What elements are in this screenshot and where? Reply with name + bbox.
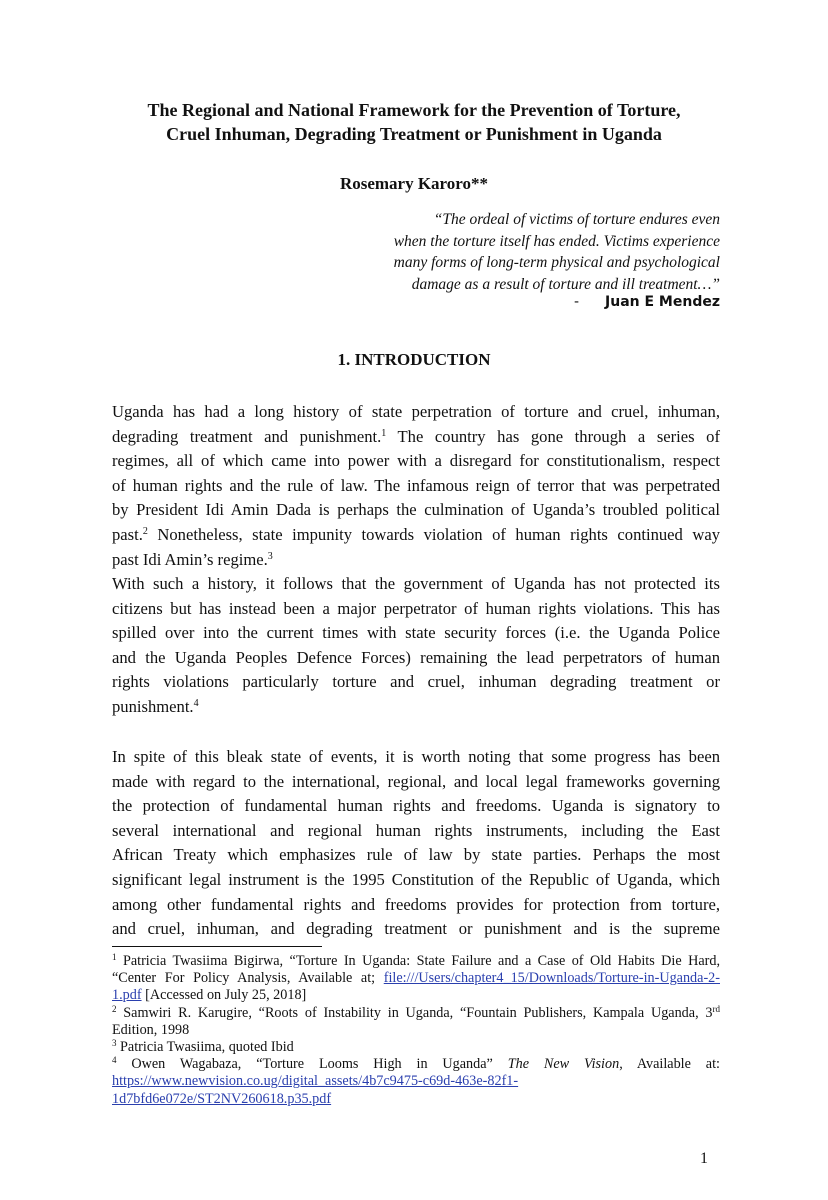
text-line xyxy=(112,572,720,597)
epigraph-attribution xyxy=(574,294,720,310)
text-line xyxy=(112,646,720,671)
text-run: made with regard to the international, regional, and local legal frameworks governing xyxy=(112,771,720,791)
text-line xyxy=(112,970,720,987)
section-heading: 1. INTRODUCTION xyxy=(337,350,491,369)
text-run: and cruel, inhuman, and degrading treatment or punishment and is the supreme xyxy=(112,919,720,939)
text-line xyxy=(112,1056,720,1073)
text-line xyxy=(112,893,720,918)
text-line xyxy=(112,1005,720,1022)
epigraph-line: “The ordeal of victims of torture endures even xyxy=(433,211,720,228)
title-line: Cruel Inhuman, Degrading Treatment or Punishment in Uganda xyxy=(166,124,662,144)
text-run: The country has gone through a series of xyxy=(386,426,720,446)
document-title xyxy=(60,98,768,146)
text-line xyxy=(112,1073,720,1090)
text-line xyxy=(112,770,720,795)
text-run: spilled over into the current times with state security forces (i.e. the Uganda Police xyxy=(112,623,720,643)
text-line xyxy=(112,670,720,695)
paragraph xyxy=(112,572,720,720)
text-line xyxy=(112,917,720,942)
text-run: and the Uganda Peoples Defence Forces) remaining the lead perpetrators of human xyxy=(112,647,720,667)
text-run: degrading treatment and punishment. xyxy=(112,426,382,446)
text-line xyxy=(112,1039,720,1056)
footnotes xyxy=(112,953,720,1108)
text-run: by President Idi Amin Dada is perhaps the culmination of Uganda’s troubled political xyxy=(112,500,720,520)
footnote-ref: 1 xyxy=(112,952,117,962)
text-run: With such a history, it follows that the government of Uganda has not protected its xyxy=(112,574,720,593)
footnote-ref: 2 xyxy=(142,525,148,537)
epigraph xyxy=(394,209,720,295)
epigraph-line: when the torture itself has ended. Victims experience xyxy=(393,232,720,250)
text-line xyxy=(112,745,720,770)
text-run: Patricia Twasiima Bigirwa, “Torture In Uganda: State Failure and a Case of Old Habits Die Hard, xyxy=(116,953,720,969)
text-line xyxy=(112,794,720,819)
text-run: citizens but has instead been a major perpetrator of human rights violations. This has xyxy=(112,598,720,618)
footnote-link[interactable]: file:///Users/chapter4_15/Downloads/Torture-in-Uganda-2- xyxy=(383,970,720,987)
text-run: Uganda has had a long history of state perpetration of torture and cruel, inhuman, xyxy=(112,402,720,421)
footnote-ref: 2 xyxy=(112,1003,117,1014)
footnote-ref: rd xyxy=(712,1003,720,1014)
footnote-link[interactable]: 1d7bfd6e072e/ST2NV260618.p35.pdf xyxy=(112,1090,332,1107)
text-line xyxy=(112,1091,720,1108)
text-line xyxy=(112,695,720,720)
text-run: Edition, 1998 xyxy=(112,1021,190,1038)
text-line xyxy=(112,843,720,868)
text-run: Samwiri R. Karugire, “Roots of Instability in Uganda, “Fountain Publishers, Kampala Uganda, 3 xyxy=(116,1004,713,1021)
text-run: Nonetheless, state impunity towards violation of human rights continued way xyxy=(147,524,720,544)
text-line xyxy=(112,953,720,970)
text-run: rights violations particularly torture and cruel, inhuman degrading treatment or xyxy=(112,672,720,692)
text-line xyxy=(112,819,720,844)
text-line xyxy=(112,987,720,1004)
italic-title: The New Vision xyxy=(507,1056,620,1073)
page-number: 1 xyxy=(700,1150,708,1167)
text-line xyxy=(112,621,720,646)
text-line xyxy=(112,400,720,425)
text-run: significant legal instrument is the 1995 Constitution of the Republic of Uganda, which xyxy=(112,869,720,889)
footnote-link[interactable]: https://www.newvision.co.ug/digital_assets/4b7c9475-c69d-463e-82f1- xyxy=(112,1073,519,1090)
attribution-dash: - xyxy=(573,294,580,310)
text-run: African Treaty which emphasizes rule of law by state parties. Perhaps the most xyxy=(112,845,720,865)
footnote-ref: 1 xyxy=(381,427,387,439)
footnote-link[interactable]: 1.pdf xyxy=(112,987,142,1004)
text-run: In spite of this bleak state of events, it is worth noting that some progress has been xyxy=(112,747,720,766)
text-run: [Accessed on July 25, 2018] xyxy=(141,987,307,1004)
text-line xyxy=(112,597,720,622)
text-run: of human rights and the rule of law. The infamous reign of terror that was perpetrated xyxy=(112,475,720,495)
text-run: past. xyxy=(112,524,143,544)
text-run: punishment. xyxy=(112,696,194,716)
text-line xyxy=(112,474,720,499)
text-line xyxy=(112,498,720,523)
title-line: The Regional and National Framework for the Prevention of Torture, xyxy=(147,100,681,120)
text-run: Owen Wagabaza, “Torture Looms High in Uganda” xyxy=(116,1056,508,1073)
text-run: the protection of fundamental human rights and freedoms. Uganda is signatory to xyxy=(112,796,720,816)
text-run: several international and regional human rights instruments, including the East xyxy=(112,820,720,840)
attribution-name: Juan E Mendez xyxy=(605,294,720,310)
text-line xyxy=(112,449,720,474)
paragraph xyxy=(112,745,720,942)
footnote-ref: 3 xyxy=(267,550,273,562)
text-line xyxy=(112,523,720,548)
text-run: , Available at: xyxy=(619,1056,720,1073)
text-run: Patricia Twasiima, quoted Ibid xyxy=(116,1038,294,1055)
text-line xyxy=(112,868,720,893)
footnote-divider xyxy=(112,946,322,947)
epigraph-line: many forms of long-term physical and psychological xyxy=(393,254,720,271)
text-line xyxy=(112,425,720,450)
paragraph xyxy=(112,400,720,572)
text-run: regimes, all of which came into power with a disregard for constitutionalism, respect xyxy=(112,451,720,471)
footnote-ref: 4 xyxy=(112,1055,117,1066)
footnote-ref: 4 xyxy=(193,697,199,709)
text-line xyxy=(112,548,720,573)
author-name: Rosemary Karoro** xyxy=(339,174,489,193)
epigraph-line: damage as a result of torture and ill treatment…” xyxy=(411,275,720,293)
text-run: “Center For Policy Analysis, Available at; xyxy=(112,970,384,987)
footnote-ref: 3 xyxy=(112,1037,117,1048)
text-run: among other fundamental rights and freedoms provides for protection from torture, xyxy=(112,894,720,914)
text-run: past Idi Amin’s regime. xyxy=(112,549,268,569)
text-line xyxy=(112,1022,720,1039)
